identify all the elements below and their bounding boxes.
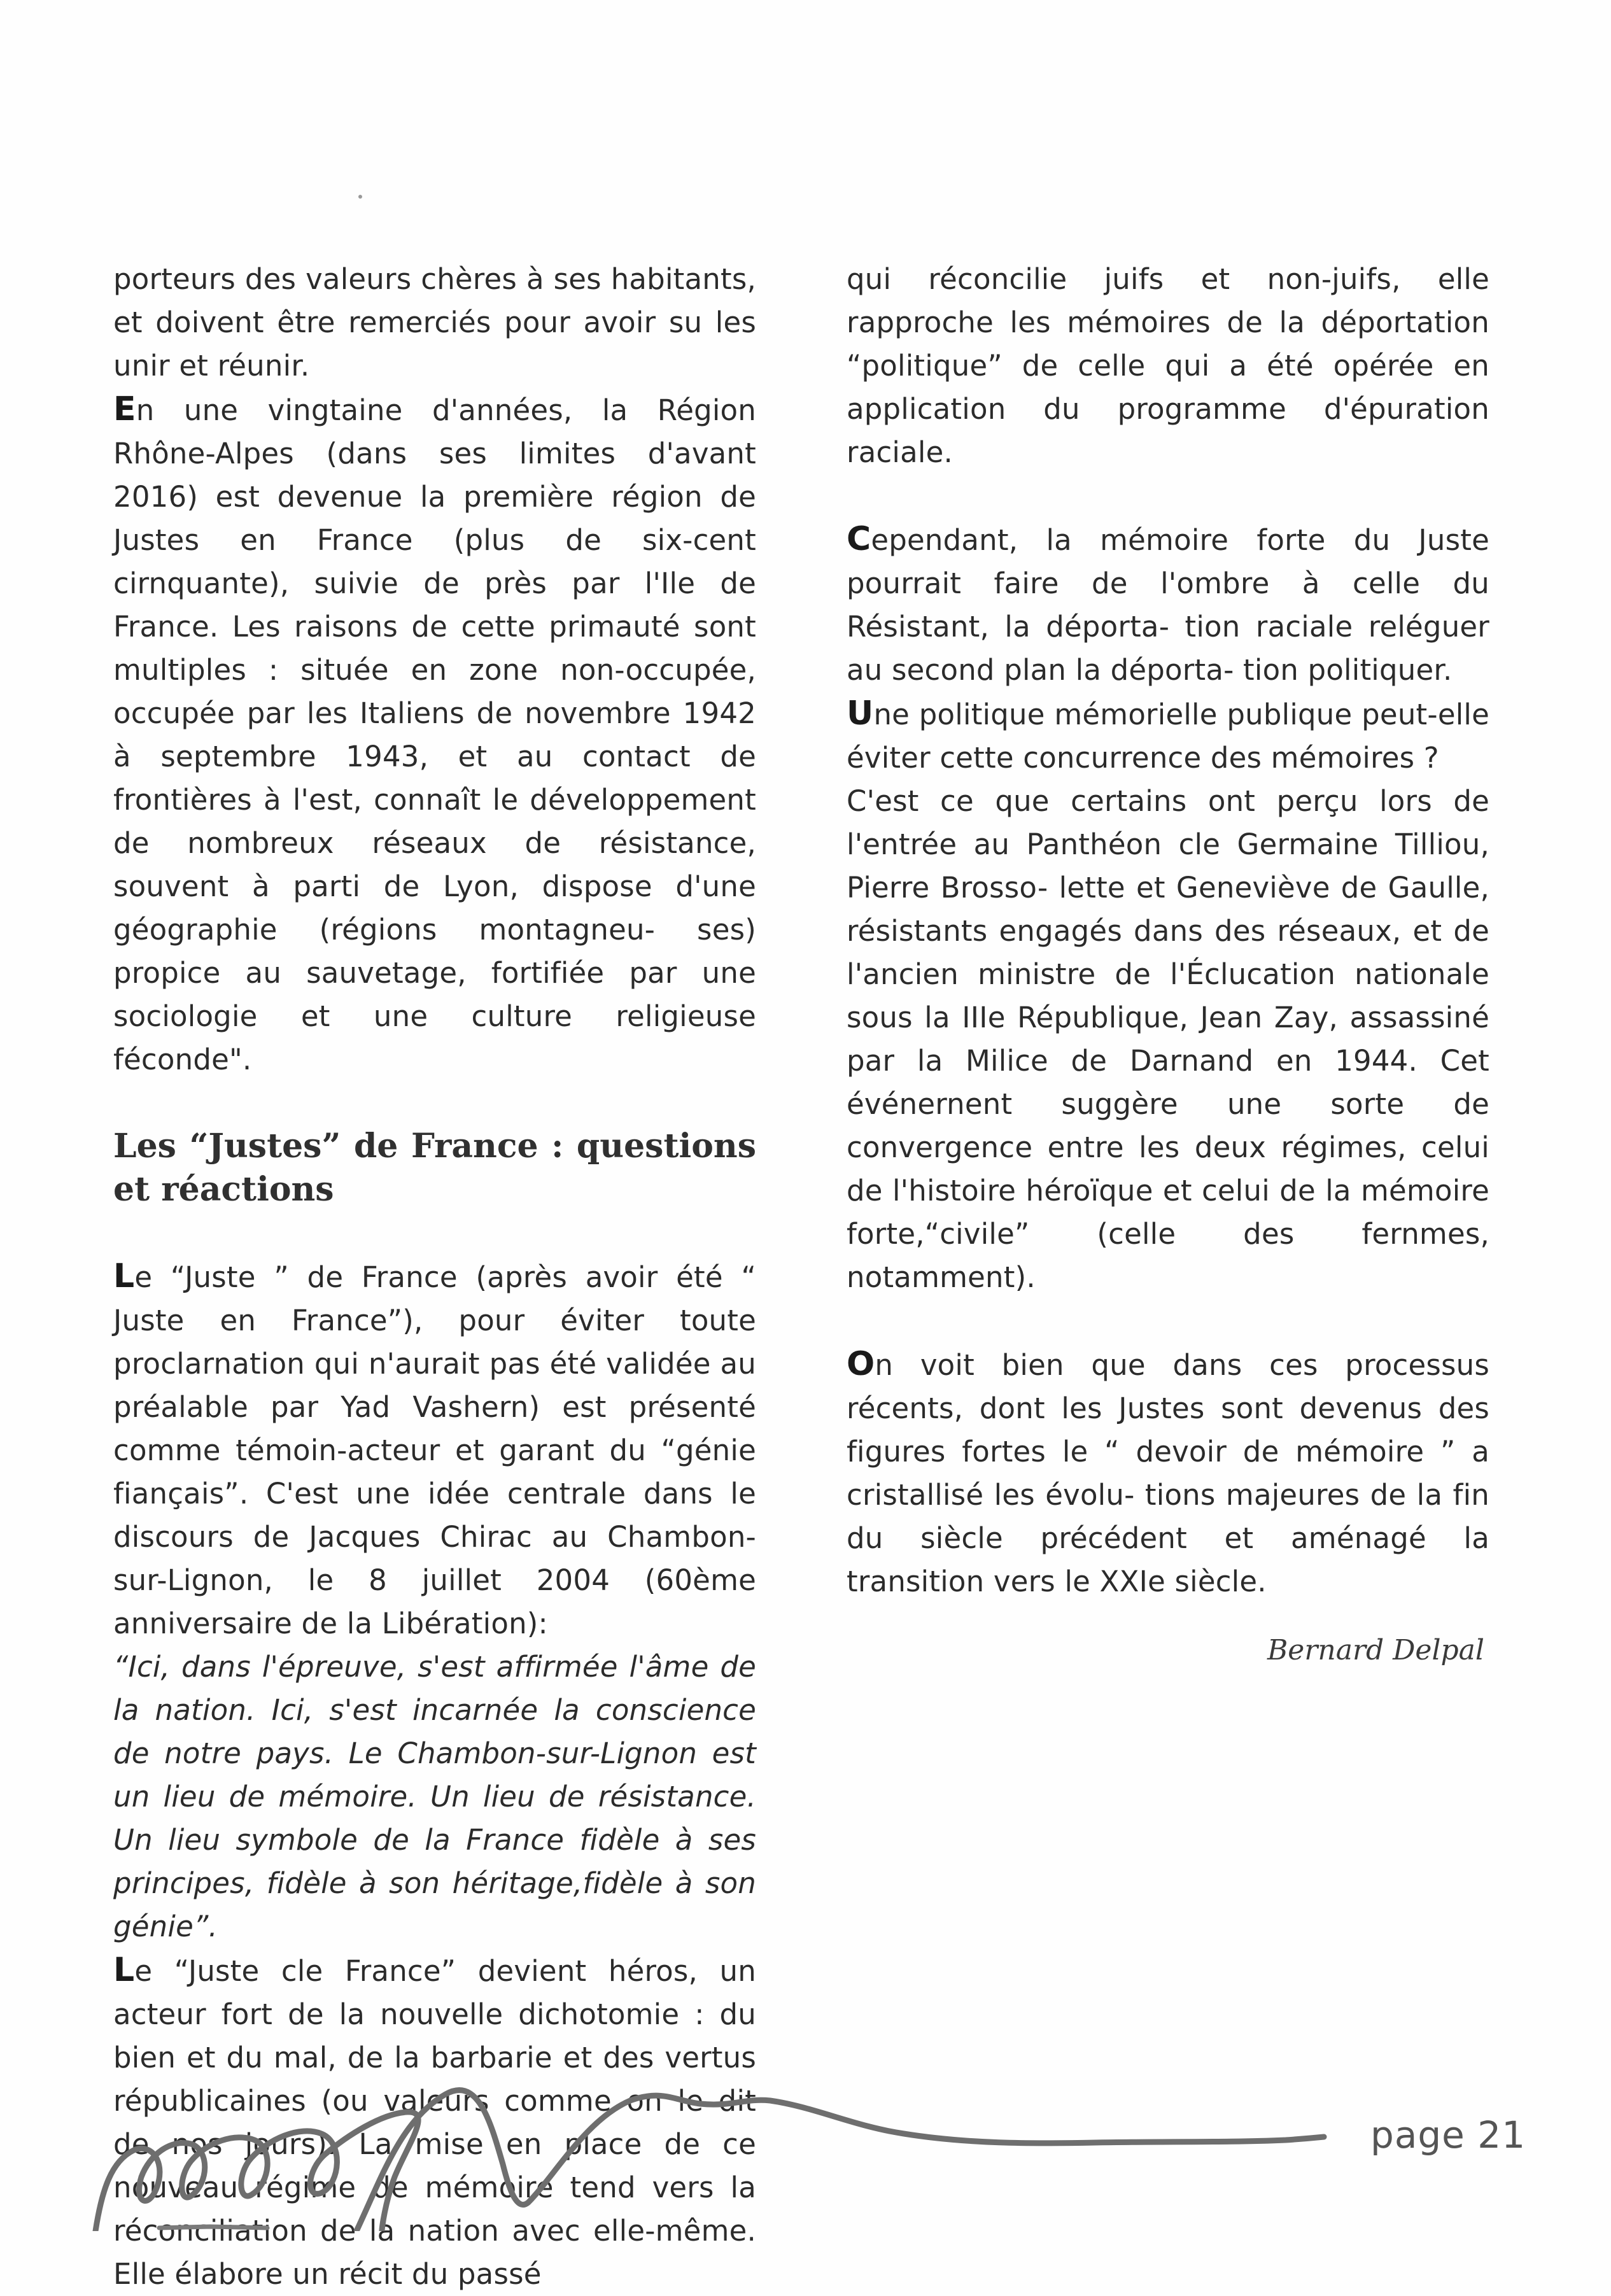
dropcap: L bbox=[113, 1257, 135, 1295]
paragraph-text: e “Juste ” de France (après avoir été “ Juste en France”), pour éviter toute proclarnation qui n'aurait pas été validée au préalable par Yad Vashern) est présenté comme témoin-acteur et garant du “génie fiançais”. C'est une idée centrale dans le discours de Jacques Chirac au Chambon-sur-Lignon, le 8 juillet 2004 (60ème anniversaire de la Libération): bbox=[113, 1260, 756, 1640]
paragraph-text: ne politique mémorielle publique peut-elle éviter cette concurrence des mémoires ? bbox=[847, 698, 1489, 775]
chirac-quote: “Ici, dans l'épreuve, s'est affirmée l'âme de la nation. Ici, s'est incarnée la conscience de notre pays. Le Chambon-sur-Lignon est un lieu de mémoire. Un lieu de résistance. Un lieu symbole de la France fidèle à ses principes, fidèle à son héritage,fidèle à son génie”. bbox=[113, 1650, 756, 1943]
dropcap: E bbox=[113, 390, 136, 428]
paragraph-text: n une vingtaine d'années, la Région Rhône-Alpes (dans ses limites d'avant 2016) est devenue la première région de Justes en France (plus de six-cent cirnquante), suivie de près par l'Ile de France. Les raisons de cette primauté sont multiples : située en zone non-occupée, occupée par les Italiens de novembre 1942 à septembre 1943, et au contact de frontières à l'est, connaît le développement de nombreux réseaux de résistance, souvent à parti de Lyon, dispose d'une géographie (régions montagneu- ses) propice au sauvetage, fortifiée par une sociologie et une culture religieuse féconde". bbox=[113, 393, 756, 1076]
dropcap: L bbox=[113, 1951, 135, 1989]
paragraph-text: n voit bien que dans ces processus récents, dont les Justes sont devenus des figures fortes le “ devoir de mémoire ” a cristallisé les évolu- tions majeures de la fin du siècle précédent et aménagé la transition vers le XXIe siècle. bbox=[847, 1348, 1489, 1598]
left-paragraph-1: porteurs des valeurs chères à ses habitants, et doivent être remerciés pour avoir su les unir et réunir. bbox=[113, 262, 756, 383]
page-number: page 21 bbox=[1370, 2113, 1526, 2157]
paragraph-text: ependant, la mémoire forte du Juste pourrait faire de l'ombre à celle du Résistant, la déporta- tion raciale reléguer au second plan la déporta- tion politiquer. bbox=[847, 523, 1489, 687]
right-paragraph-1: qui réconcilie juifs et non-juifs, elle rapproche les mémoires de la déportation “politique” de celle qui a été opérée en application du programme d'épuration raciale. bbox=[847, 262, 1489, 469]
dropcap: U bbox=[847, 694, 874, 733]
dropcap: O bbox=[847, 1345, 875, 1383]
author-signature: Bernard Delpal bbox=[1267, 1634, 1484, 1666]
section-heading: Les “Justes” de France : questions et réactions bbox=[113, 1127, 756, 1209]
dropcap: C bbox=[847, 520, 871, 558]
paragraph-text: e “Juste cle France” devient héros, un acteur fort de la nouvelle dichotomie : du bien et du mal, de la barbarie et des vertus républicaines (ou valeurs comme on le dit de nos jours). La mise en place de ce nouveau régime de mémoire tend vers la réconciliation de la nation avec elle-même. Elle élabore un récit du passé bbox=[113, 1954, 756, 2291]
right-paragraph-4: C'est ce que certains ont perçu lors de l'entrée au Panthéon cle Germaine Tilliou, Pierre Brosso- lette et Geneviève de Gaulle, résistants engagés dans des réseaux, et de l'ancien ministre de l'Éclucation nationale sous la IIIe République, Jean Zay, assassiné par la Milice de Darnand en 1944. Cet événernent suggère une sorte de convergence entre les deux régimes, celui de l'histoire héroïque et celui de la mémoire forte,“civile” (celle des fernmes, notamment). bbox=[847, 784, 1489, 1294]
